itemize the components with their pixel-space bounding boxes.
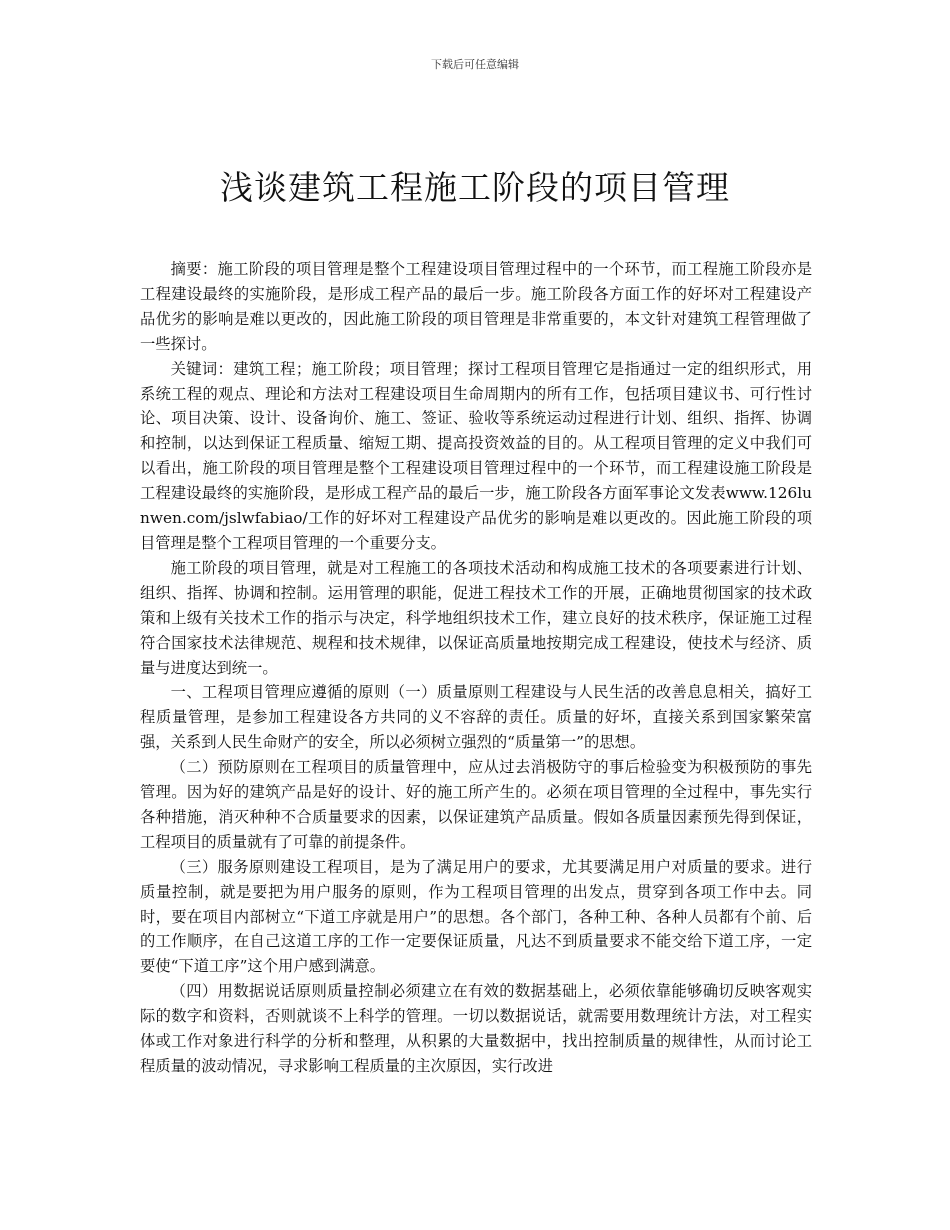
document-title: 浅谈建筑工程施工阶段的项目管理 (220, 168, 730, 208)
principle-service-paragraph: （三）服务原则建设工程项目，是为了满足用户的要求，尤其要满足用户对质量的要求。进行质量控制，就是要把为用户服务的原则，作为工程项目管理的出发点，贯穿到各项工作中去。同时，要在项目内部树立“下道工序就是用户”的思想。各个部门，各种工种、各种人员都有个前、后的工作顺序，在自己这道工序的工作一定要保证质量，凡达不到质量要求不能交给下道工序，一定要使“下道工序”这个用户感到满意。 (140, 857, 812, 976)
body-paragraph: 施工阶段的项目管理，就是对工程施工的各项技术活动和构成施工技术的各项要素进行计划、组织、指挥、协调和控制。运用管理的职能，促进工程技术工作的开展，正确地贯彻国家的技术政策和上级有关技术工作的指示与决定，科学地组织技术工作，建立良好的技术秩序，保证施工过程符合国家技术法律规范、规程和技术规律，以保证高质量地按期完成工程建设，使技术与经济、质量与进度达到统一。 (140, 558, 812, 677)
principle-quality-paragraph: 一、工程项目管理应遵循的原则（一）质量原则工程建设与人民生活的改善息息相关，搞好工程质量管理，是参加工程建设各方共同的义不容辞的责任。质量的好坏，直接关系到国家繁荣富强，关系到人民生命财产的安全，所以必须树立强烈的“质量第一”的思想。 (140, 683, 812, 752)
abstract-paragraph: 摘要：施工阶段的项目管理是整个工程建设项目管理过程中的一个环节，而工程施工阶段亦是工程建设最终的实施阶段，是形成工程产品的最后一步。施工阶段各方面工作的好坏对工程建设产品优劣的影响是难以更改的，因此施工阶段的项目管理是非常重要的，本文针对建筑工程管理做了一些探讨。 (140, 260, 812, 353)
document-body (140, 257, 812, 1079)
keywords-paragraph: 关键词：建筑工程；施工阶段；项目管理；探讨工程项目管理它是指通过一定的组织形式，用系统工程的观点、理论和方法对工程建设项目生命周期内的所有工作，包括项目建议书、可行性讨论、项目决策、设计、设备询价、施工、签证、验收等系统运动过程进行计划、组织、指挥、协调和控制，以达到保证工程质量、缩短工期、提高投资效益的目的。从工程项目管理的定义中我们可以看出，施工阶段的项目管理是整个工程建设项目管理过程中的一个环节，而工程建设施工阶段是工程建设最终的实施阶段，是形成工程产品的最后一步，施工阶段各方面军事论文发表www.126lunwen.com/jslwfabiao/工作的好坏对工程建设产品优劣的影响是难以更改的。因此施工阶段的项目管理是整个工程项目管理的一个重要分支。 (140, 359, 812, 552)
principle-prevention-paragraph: （二）预防原则在工程项目的质量管理中，应从过去消极防守的事后检验变为积极预防的事先管理。因为好的建筑产品是好的设计、好的施工所产生的。必须在项目管理的全过程中，事先实行各种措施，消灭种种不合质量要求的因素，以保证建筑产品质量。假如各质量因素预先得到保证，工程项目的质量就有了可靠的前提条件。 (140, 758, 812, 851)
page-header-note: 下载后可任意编辑 (431, 58, 519, 71)
principle-data-paragraph: （四）用数据说话原则质量控制必须建立在有效的数据基础上，必须依靠能够确切反映客观实际的数字和资料，否则就谈不上科学的管理。一切以数据说话，就需要用数理统计方法，对工程实体或工作对象进行科学的分析和整理，从积累的大量数据中，找出控制质量的规律性，从而讨论工程质量的波动情况，寻求影响工程质量的主次原因，实行改进 (140, 982, 812, 1075)
